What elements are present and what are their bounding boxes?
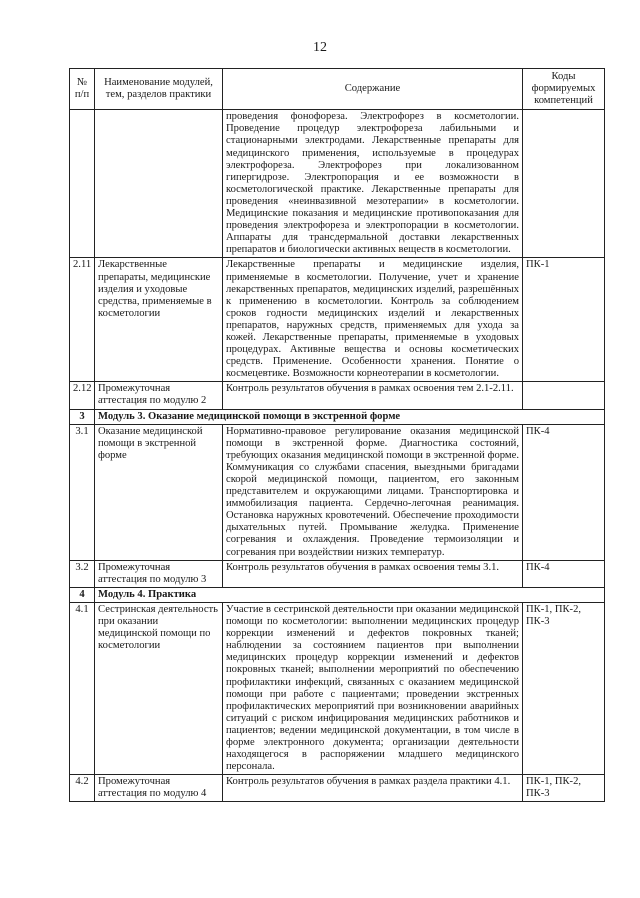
module-row: [70, 409, 605, 424]
table-row: [70, 258, 605, 382]
row-num: 3.2: [70, 560, 95, 587]
header-codes: Коды формируемых компетенций: [523, 69, 605, 110]
module-num: 4: [70, 587, 95, 602]
row-num: 3.1: [70, 424, 95, 560]
row-content: Контроль результатов обучения в рамках освоения темы 3.1.: [223, 560, 523, 587]
module-num: 3: [70, 409, 95, 424]
row-content: Контроль результатов обучения в рамках освоения тем 2.1-2.11.: [223, 382, 523, 409]
module-title: Модуль 3. Оказание медицинской помощи в экстренной форме: [95, 409, 605, 424]
module-title: Модуль 4. Практика: [95, 587, 605, 602]
row-codes: [523, 382, 605, 409]
table-row: [70, 424, 605, 560]
table-row: [70, 382, 605, 409]
row-codes: ПК-1: [523, 258, 605, 382]
row-name: Промежуточная аттестация по модулю 3: [95, 560, 223, 587]
row-codes: ПК-4: [523, 560, 605, 587]
table-row: [70, 775, 605, 802]
row-content: Контроль результатов обучения в рамках раздела практики 4.1.: [223, 775, 523, 802]
row-codes: ПК-1, ПК-2, ПК-3: [523, 602, 605, 774]
row-name: Сестринская деятельность при оказании медицинской помощи по косметологии: [95, 602, 223, 774]
module-row: [70, 587, 605, 602]
table-row: [70, 602, 605, 774]
row-name: Оказание медицинской помощи в экстренной форме: [95, 424, 223, 560]
table-header-row: [70, 69, 605, 110]
header-name: Наименование модулей, тем, разделов практики: [95, 69, 223, 110]
table-row: [70, 560, 605, 587]
row-content: Участие в сестринской деятельности при оказании медицинской помощи по косметологии: выполнении медицинских процедур коррекции изменений и дефектов покровных тканей; наблюдении за состоянием пациентов при выполнении медицинских процедур коррекции изменений и дефектов покровных тканей; выполнении мероприятий по обеспечению профилактики инфекций, связанных с оказанием медицинской помощи при работе с пациентами; проведении экстренных профилактических мероприятий при возникновении аварийных ситуаций с риском инфицирования медицинских работников и пациентов; ведении медицинской документации, в том числе в форме электронного документа; организации деятельности находящегося в распоряжении младшего медицинского персонала.: [223, 602, 523, 774]
row-name: Промежуточная аттестация по модулю 4: [95, 775, 223, 802]
competency-table: [69, 68, 605, 802]
row-codes: ПК-1, ПК-2, ПК-3: [523, 775, 605, 802]
row-num: 4.2: [70, 775, 95, 802]
header-num: № п/п: [70, 69, 95, 110]
row-codes: ПК-4: [523, 424, 605, 560]
row-num: 4.1: [70, 602, 95, 774]
header-content: Содержание: [223, 69, 523, 110]
table-row: [70, 110, 605, 258]
row-codes: [523, 110, 605, 258]
row-name: Лекарственные препараты, медицинские изделия и уходовые средства, применяемые в косметологии: [95, 258, 223, 382]
row-name: Промежуточная аттестация по модулю 2: [95, 382, 223, 409]
row-content: Лекарственные препараты и медицинские изделия, применяемые в косметологии. Получение, учет и хранение лекарственных препаратов, медицинских изделий, разрешённых к применению в косметологии. Контроль за соблюдением сроков годности медицинских изделий и лекарственных препаратов, наружных средств, применяемых для ухода за кожей. Лекарственные препараты, применяемые в уходовых процедурах. Активные вещества и основы косметических средств. Применение. Особенности хранения. Понятие о космецевтике. Возможности корнеотерапии в косметологии.: [223, 258, 523, 382]
row-num: 2.11: [70, 258, 95, 382]
page-number: 12: [313, 40, 327, 55]
row-content: проведения фонофореза. Электрофорез в косметологии. Проведение процедур электрофореза лабильными и стационарными электродами. Лекарственные препараты для медицинского применения, используемые в процедурах электрофореза. Электрофорез при локализованном гипергидрозе. Электропорация и ее возможности в косметологической практике. Лекарственные препараты для проведения «неинвазивной мезотерапии» в косметологии. Медицинские показания и медицинские противопоказания для проведения электрофореза и электропорации в косметологии. Аппараты для трансдермальной доставки лекарственных препаратов и биологически активных веществ в косметологии.: [223, 110, 523, 258]
row-content: Нормативно-правовое регулирование оказания медицинской помощи в экстренной форме. Диагностика состояний, требующих оказания медицинской помощи в экстренной форме. Коммуникация со службами спасения, выездными бригадами скорой медицинской помощи, пациентом, его законным представителем и окружающими лицами. Транспортировка и иммобилизация пациента. Сердечно-легочная реанимация. Остановка наружных кровотечений. Обеспечение проходимости дыхательных путей. Промывание желудка. Применение согревания и охлаждения. Проведение термоизоляции и согревания при воздействии низких температур.: [223, 424, 523, 560]
row-name: [95, 110, 223, 258]
row-num: 2.12: [70, 382, 95, 409]
row-num: [70, 110, 95, 258]
